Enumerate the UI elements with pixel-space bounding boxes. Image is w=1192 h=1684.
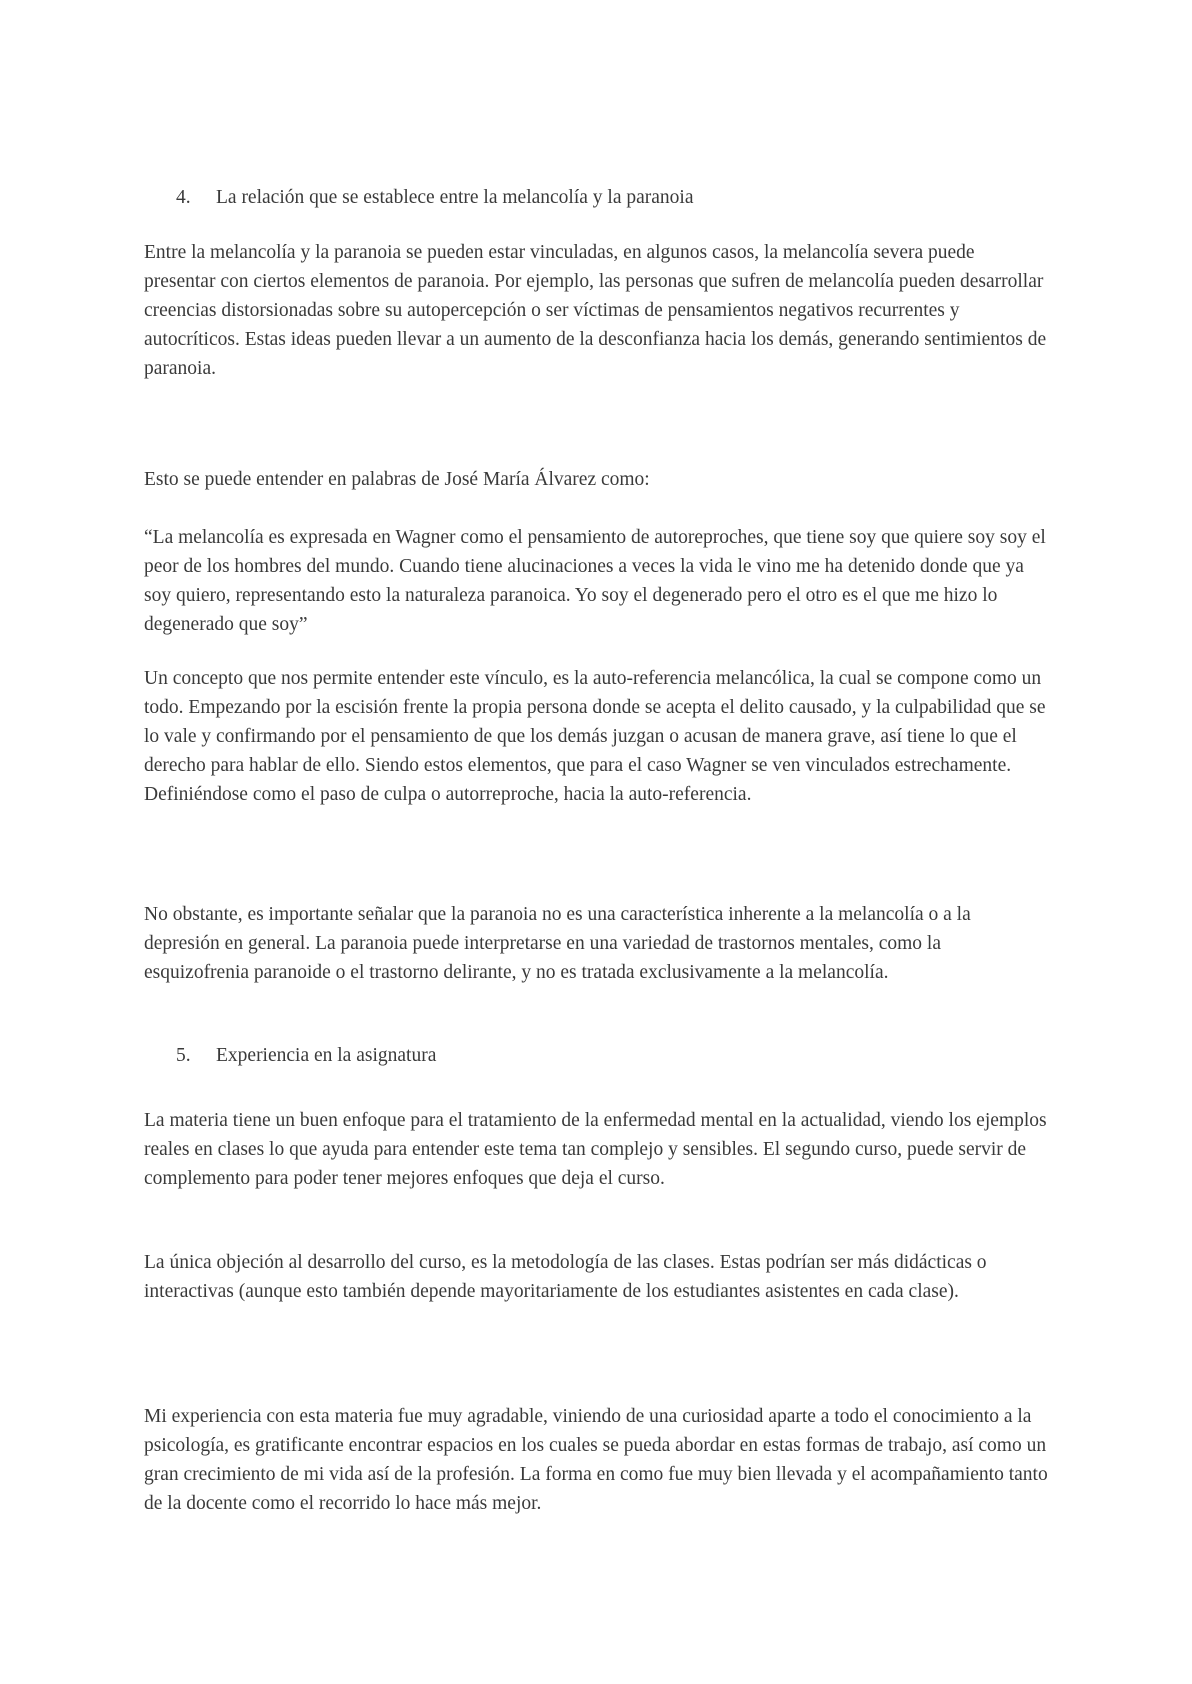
section-4-paragraph-1 xyxy=(144,238,1049,383)
section-4-heading xyxy=(176,183,694,212)
section-title: La relación que se establece entre la melancolía y la paranoia xyxy=(216,187,694,208)
body-paragraph: La materia tiene un buen enfoque para el tratamiento de la enfermedad mental en la actualidad, viendo los ejemplos reales en clases lo que ayuda para entender este tema tan complejo y sensibles. El segundo curso, puede servir de complemento para poder tener mejores enfoques que deja el curso. xyxy=(144,1110,1047,1189)
section-5-heading xyxy=(176,1041,436,1070)
section-4-paragraph-4 xyxy=(144,900,1049,987)
body-paragraph: Entre la melancolía y la paranoia se pueden estar vinculadas, en algunos casos, la melancolía severa puede presentar con ciertos elementos de paranoia. Por ejemplo, las personas que sufren de melancolía pueden desarrollar creencias distorsionadas sobre su autopercepción o ser víctimas de pensamientos negativos recurrentes y autocríticos. Estas ideas pueden llevar a un aumento de la desconfianza hacia los demás, generando sentimientos de paranoia. xyxy=(144,242,1047,379)
section-5-paragraph-3 xyxy=(144,1402,1049,1518)
section-number: 4. xyxy=(176,187,191,208)
section-5-paragraph-1 xyxy=(144,1106,1049,1193)
section-title: Experiencia en la asignatura xyxy=(216,1045,437,1066)
section-4-paragraph-3 xyxy=(144,664,1049,809)
body-paragraph: No obstante, es importante señalar que la paranoia no es una característica inherente a la melancolía o a la depresión en general. La paranoia puede interpretarse en una variedad de trastornos mentales, como la esquizofrenia paranoide o el trastorno delirante, y no es tratada exclusivamente a la melancolía. xyxy=(144,904,971,983)
body-paragraph: La única objeción al desarrollo del curso, es la metodología de las clases. Estas podrían ser más didácticas o interactivas (aunque esto también depende mayoritariamente de los estudiantes asistentes en cada clase). xyxy=(144,1252,987,1302)
section-4-quote xyxy=(144,523,1049,639)
section-number: 5. xyxy=(176,1045,191,1066)
quote-paragraph: “La melancolía es expresada en Wagner como el pensamiento de autoreproches, que tiene soy que quiere soy soy el peor de los hombres del mundo. Cuando tiene alucinaciones a veces la vida le vino me ha detenido donde que ya soy quiero, representando esto la naturaleza paranoica. Yo soy el degenerado pero el otro es el que me hizo lo degenerado que soy” xyxy=(144,527,1046,635)
section-4-paragraph-2 xyxy=(144,465,1049,494)
body-paragraph: Un concepto que nos permite entender este vínculo, es la auto-referencia melancólica, la cual se compone como un todo. Empezando por la escisión frente la propia persona donde se acepta el delito causado, y la culpabilidad que se lo vale y confirmando por el pensamiento de que los demás juzgan o acusan de manera grave, así tiene lo que el derecho para hablar de ello. Siendo estos elementos, que para el caso Wagner se ven vinculados estrechamente. Definiéndose como el paso de culpa o autorreproche, hacia la auto-referencia. xyxy=(144,668,1046,805)
body-paragraph: Mi experiencia con esta materia fue muy agradable, viniendo de una curiosidad aparte a todo el conocimiento a la psicología, es gratificante encontrar espacios en los cuales se pueda abordar en estas formas de trabajo, así como un gran crecimiento de mi vida así de la profesión. La forma en como fue muy bien llevada y el acompañamiento tanto de la docente como el recorrido lo hace más mejor. xyxy=(144,1406,1048,1514)
body-paragraph: Esto se puede entender en palabras de José María Álvarez como: xyxy=(144,469,650,490)
section-5-paragraph-2 xyxy=(144,1248,1049,1306)
